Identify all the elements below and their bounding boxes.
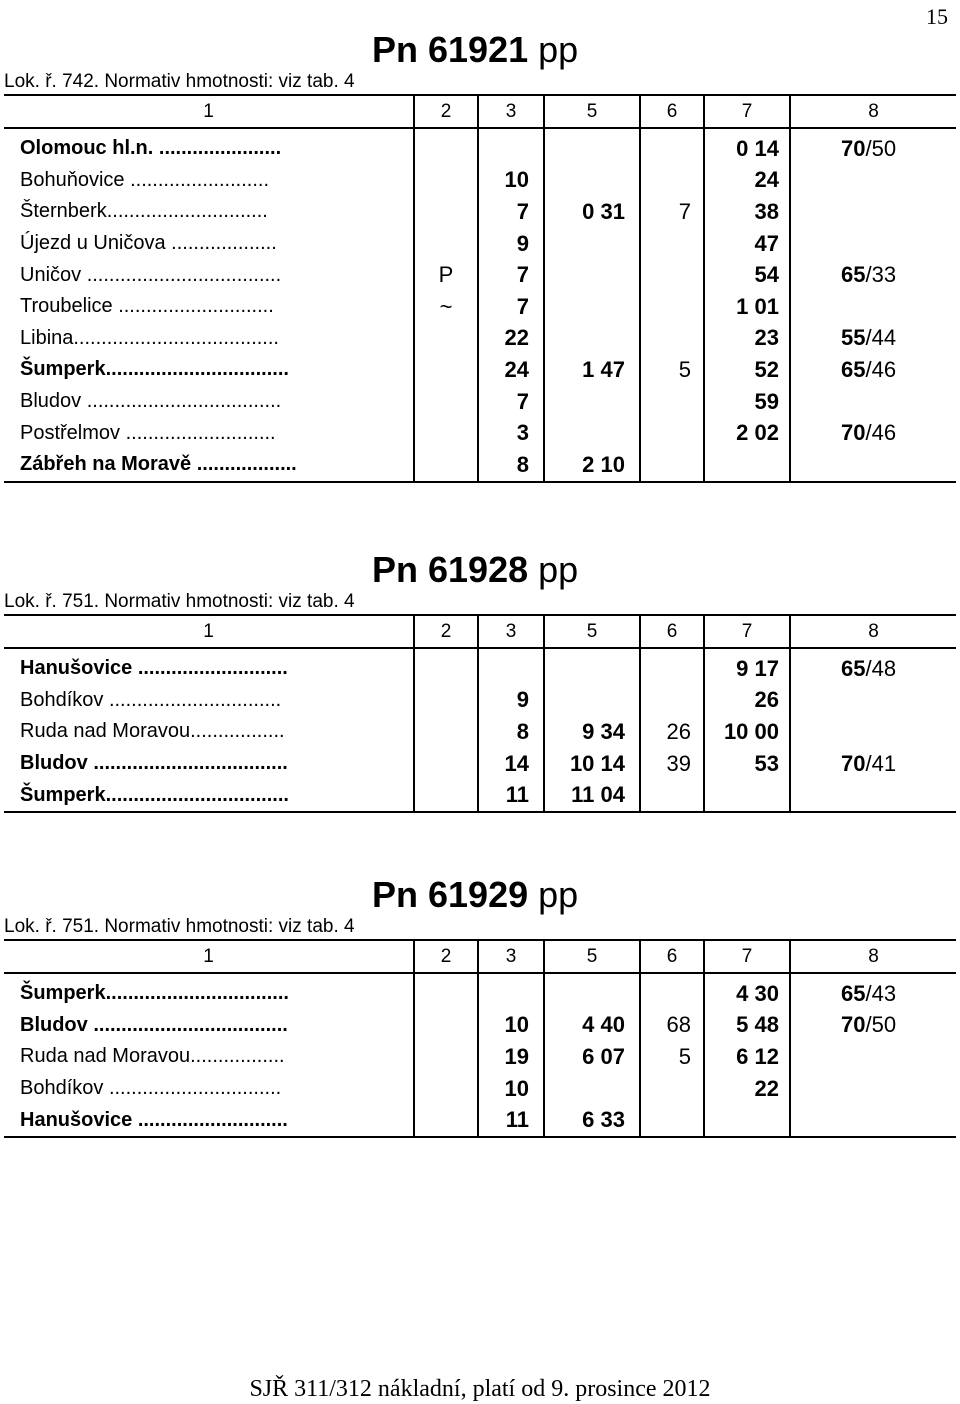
timetable-table <box>4 614 956 813</box>
arrival-time: 9 34 <box>544 716 640 748</box>
running-time: 10 <box>478 1010 544 1042</box>
column-header: 2 <box>414 95 478 128</box>
track-note <box>414 196 478 228</box>
column-header: 6 <box>640 95 704 128</box>
speed-max: 70 <box>841 1012 866 1038</box>
stop-duration <box>640 259 704 291</box>
train-title <box>372 875 578 915</box>
table-row <box>4 1104 956 1137</box>
speed-max: 70 <box>841 750 866 776</box>
station-name: Troubelice ............................ <box>20 295 274 318</box>
station-name: Postřelmov ........................... <box>20 421 276 444</box>
table-row <box>4 716 956 748</box>
table-row <box>4 323 956 355</box>
speed-max: 65 <box>841 262 866 288</box>
speed-limit <box>790 228 956 260</box>
column-header: 5 <box>544 95 640 128</box>
track-note <box>414 165 478 197</box>
running-time: 9 <box>478 228 544 260</box>
speed-secondary: /43 <box>865 980 897 1006</box>
departure-time: 6 12 <box>704 1041 790 1073</box>
running-time: 14 <box>478 748 544 780</box>
column-header: 7 <box>704 615 790 648</box>
departure-time: 4 30 <box>704 973 790 1010</box>
speed-limit <box>790 196 956 228</box>
column-header: 2 <box>414 940 478 973</box>
departure-time: 10 00 <box>704 716 790 748</box>
table-row <box>4 196 956 228</box>
station-name: Šumperk................................. <box>20 358 289 381</box>
stop-duration <box>640 973 704 1010</box>
speed-limit <box>790 449 956 482</box>
table-row <box>4 128 956 165</box>
arrival-time <box>544 128 640 165</box>
running-time: 10 <box>478 1073 544 1105</box>
departure-time: 59 <box>704 386 790 418</box>
loco-note: Lok. ř. 751. Normativ hmotnosti: viz tab. 4 <box>4 591 355 612</box>
running-time: 24 <box>478 354 544 386</box>
track-note <box>414 128 478 165</box>
arrival-time <box>544 648 640 685</box>
table-row <box>4 748 956 780</box>
station-name: Bohdíkov ............................... <box>20 688 282 711</box>
running-time: 7 <box>478 291 544 323</box>
train-number: Pn 61929 <box>372 874 529 915</box>
track-note <box>414 779 478 812</box>
column-header: 3 <box>478 615 544 648</box>
stop-duration <box>640 779 704 812</box>
train-number: Pn 61928 <box>372 549 529 590</box>
departure-time: 52 <box>704 354 790 386</box>
arrival-time <box>544 386 640 418</box>
station-name: Šumperk................................. <box>4 779 414 812</box>
track-note <box>414 648 478 685</box>
stop-duration: 5 <box>640 354 704 386</box>
arrival-time: 0 31 <box>544 196 640 228</box>
timetable-table <box>4 939 956 1138</box>
stop-duration <box>640 291 704 323</box>
speed-limit <box>790 1073 956 1105</box>
track-note <box>414 228 478 260</box>
speed-limit <box>790 685 956 717</box>
speed-limit <box>790 973 956 1010</box>
station-name: Šumperk................................. <box>20 982 289 1005</box>
column-header: 8 <box>790 940 956 973</box>
station-name: Újezd u Uničova ................... <box>20 232 277 255</box>
running-time: 3 <box>478 417 544 449</box>
table-row <box>4 779 956 812</box>
departure-time: 24 <box>704 165 790 197</box>
speed-secondary: /41 <box>865 750 897 776</box>
station-name: Bohdíkov ............................... <box>20 1077 282 1100</box>
speed-limit <box>790 648 956 685</box>
table-row <box>4 417 956 449</box>
arrival-time <box>544 165 640 197</box>
arrival-time <box>544 291 640 323</box>
stop-duration <box>640 449 704 482</box>
track-note <box>414 973 478 1010</box>
stop-duration: 39 <box>640 748 704 780</box>
page-number: 15 <box>926 4 948 29</box>
station-name: Hanušovice ........................... <box>20 657 288 680</box>
header-row <box>4 940 956 973</box>
running-time <box>478 648 544 685</box>
track-note <box>414 386 478 418</box>
speed-max: 65 <box>841 980 866 1006</box>
table-row <box>4 973 956 1010</box>
speed-limit <box>790 128 956 165</box>
arrival-time: 11 04 <box>544 779 640 812</box>
stop-duration <box>640 128 704 165</box>
departure-time: 23 <box>704 323 790 355</box>
station-name: Hanušovice ........................... <box>4 1104 414 1137</box>
station-name: Bohuňovice ......................... <box>20 168 269 191</box>
column-header: 1 <box>4 615 414 648</box>
arrival-time <box>544 259 640 291</box>
arrival-time: 6 33 <box>544 1104 640 1137</box>
stop-duration <box>640 685 704 717</box>
running-time: 8 <box>478 716 544 748</box>
speed-limit <box>790 716 956 748</box>
departure-time: 9 17 <box>704 648 790 685</box>
speed-limit <box>790 1041 956 1073</box>
column-header: 1 <box>4 940 414 973</box>
track-note <box>414 1041 478 1073</box>
speed-secondary: /33 <box>865 262 897 288</box>
speed-limit <box>790 748 956 780</box>
track-note: P <box>414 259 478 291</box>
stop-duration <box>640 323 704 355</box>
running-time: 7 <box>478 196 544 228</box>
speed-max: 70 <box>841 135 866 161</box>
departure-time: 38 <box>704 196 790 228</box>
column-header: 6 <box>640 940 704 973</box>
column-header: 2 <box>414 615 478 648</box>
train-number: Pn 61921 <box>372 29 529 70</box>
speed-max: 65 <box>841 356 866 382</box>
departure-time <box>704 779 790 812</box>
running-time: 8 <box>478 449 544 482</box>
track-note <box>414 354 478 386</box>
departure-time <box>704 449 790 482</box>
track-note <box>414 1104 478 1137</box>
loco-note: Lok. ř. 742. Normativ hmotnosti: viz tab. 4 <box>4 71 355 92</box>
train-title <box>372 550 578 590</box>
speed-secondary: /50 <box>865 135 897 161</box>
speed-max: 65 <box>841 655 866 681</box>
station-name: Bludov ................................... <box>20 390 282 413</box>
train-title <box>372 30 578 70</box>
track-note <box>414 417 478 449</box>
departure-time: 1 01 <box>704 291 790 323</box>
station-name: Zábřeh na Moravě .................. <box>4 449 414 482</box>
station-name: Ruda nad Moravou................. <box>20 1045 285 1068</box>
speed-limit <box>790 165 956 197</box>
running-time: 10 <box>478 165 544 197</box>
running-time: 11 <box>478 779 544 812</box>
arrival-time: 4 40 <box>544 1010 640 1042</box>
stop-duration: 7 <box>640 196 704 228</box>
stop-duration <box>640 648 704 685</box>
departure-time: 22 <box>704 1073 790 1105</box>
station-name: Šternberk............................. <box>20 200 268 223</box>
station-name: Ruda nad Moravou................. <box>20 720 285 743</box>
stop-duration <box>640 165 704 197</box>
stop-duration <box>640 1104 704 1137</box>
table-row <box>4 449 956 482</box>
arrival-time: 2 10 <box>544 449 640 482</box>
arrival-time <box>544 323 640 355</box>
speed-secondary: /50 <box>865 1012 897 1038</box>
table-row <box>4 685 956 717</box>
column-header: 5 <box>544 615 640 648</box>
column-header: 1 <box>4 95 414 128</box>
speed-secondary: /44 <box>865 325 897 351</box>
speed-secondary: /46 <box>865 356 897 382</box>
stop-duration: 5 <box>640 1041 704 1073</box>
speed-limit <box>790 259 956 291</box>
track-note <box>414 449 478 482</box>
running-time: 7 <box>478 259 544 291</box>
arrival-time <box>544 417 640 449</box>
table-row <box>4 1010 956 1042</box>
stop-duration: 26 <box>640 716 704 748</box>
column-header: 8 <box>790 95 956 128</box>
header-row <box>4 615 956 648</box>
column-header: 7 <box>704 940 790 973</box>
running-time: 9 <box>478 685 544 717</box>
departure-time: 54 <box>704 259 790 291</box>
stop-duration: 68 <box>640 1010 704 1042</box>
departure-time: 26 <box>704 685 790 717</box>
speed-limit <box>790 417 956 449</box>
arrival-time: 1 47 <box>544 354 640 386</box>
arrival-time <box>544 685 640 717</box>
station-name: Olomouc hl.n. ...................... <box>20 137 282 160</box>
column-header: 3 <box>478 95 544 128</box>
departure-time: 2 02 <box>704 417 790 449</box>
train-suffix: pp <box>528 29 579 70</box>
departure-time: 5 48 <box>704 1010 790 1042</box>
speed-secondary: /48 <box>865 655 897 681</box>
track-note <box>414 323 478 355</box>
column-header: 5 <box>544 940 640 973</box>
track-note: ~ <box>414 291 478 323</box>
station-name: Libina..................................... <box>20 326 279 349</box>
speed-max: 70 <box>841 420 866 446</box>
speed-limit <box>790 1010 956 1042</box>
stop-duration <box>640 228 704 260</box>
table-row <box>4 354 956 386</box>
loco-note: Lok. ř. 751. Normativ hmotnosti: viz tab. 4 <box>4 916 355 937</box>
running-time: 7 <box>478 386 544 418</box>
departure-time <box>704 1104 790 1137</box>
column-header: 6 <box>640 615 704 648</box>
speed-secondary: /46 <box>865 420 897 446</box>
header-row <box>4 95 956 128</box>
table-row <box>4 291 956 323</box>
track-note <box>414 685 478 717</box>
table-row <box>4 648 956 685</box>
track-note <box>414 1010 478 1042</box>
speed-limit <box>790 779 956 812</box>
column-header: 3 <box>478 940 544 973</box>
column-header: 8 <box>790 615 956 648</box>
running-time: 22 <box>478 323 544 355</box>
arrival-time <box>544 228 640 260</box>
column-header: 7 <box>704 95 790 128</box>
track-note <box>414 1073 478 1105</box>
stop-duration <box>640 1073 704 1105</box>
timetable-table <box>4 94 956 483</box>
arrival-time <box>544 973 640 1010</box>
speed-limit <box>790 1104 956 1137</box>
speed-limit <box>790 323 956 355</box>
departure-time: 0 14 <box>704 128 790 165</box>
train-suffix: pp <box>528 874 579 915</box>
station-name: Bludov ................................... <box>20 1013 288 1036</box>
speed-limit <box>790 291 956 323</box>
running-time <box>478 128 544 165</box>
arrival-time: 6 07 <box>544 1041 640 1073</box>
departure-time: 47 <box>704 228 790 260</box>
track-note <box>414 748 478 780</box>
track-note <box>414 716 478 748</box>
arrival-time: 10 14 <box>544 748 640 780</box>
running-time <box>478 973 544 1010</box>
speed-max: 55 <box>841 325 866 351</box>
stop-duration <box>640 386 704 418</box>
table-row <box>4 259 956 291</box>
speed-limit <box>790 354 956 386</box>
speed-limit <box>790 386 956 418</box>
table-row <box>4 165 956 197</box>
train-suffix: pp <box>528 549 579 590</box>
running-time: 19 <box>478 1041 544 1073</box>
arrival-time <box>544 1073 640 1105</box>
station-name: Uničov ................................... <box>20 263 282 286</box>
table-row <box>4 386 956 418</box>
running-time: 11 <box>478 1104 544 1137</box>
table-row <box>4 228 956 260</box>
station-name: Bludov ................................... <box>20 752 288 775</box>
stop-duration <box>640 417 704 449</box>
table-row <box>4 1073 956 1105</box>
table-row <box>4 1041 956 1073</box>
departure-time: 53 <box>704 748 790 780</box>
page-footer: SJŘ 311/312 nákladní, platí od 9. prosince 2012 <box>249 1376 711 1402</box>
